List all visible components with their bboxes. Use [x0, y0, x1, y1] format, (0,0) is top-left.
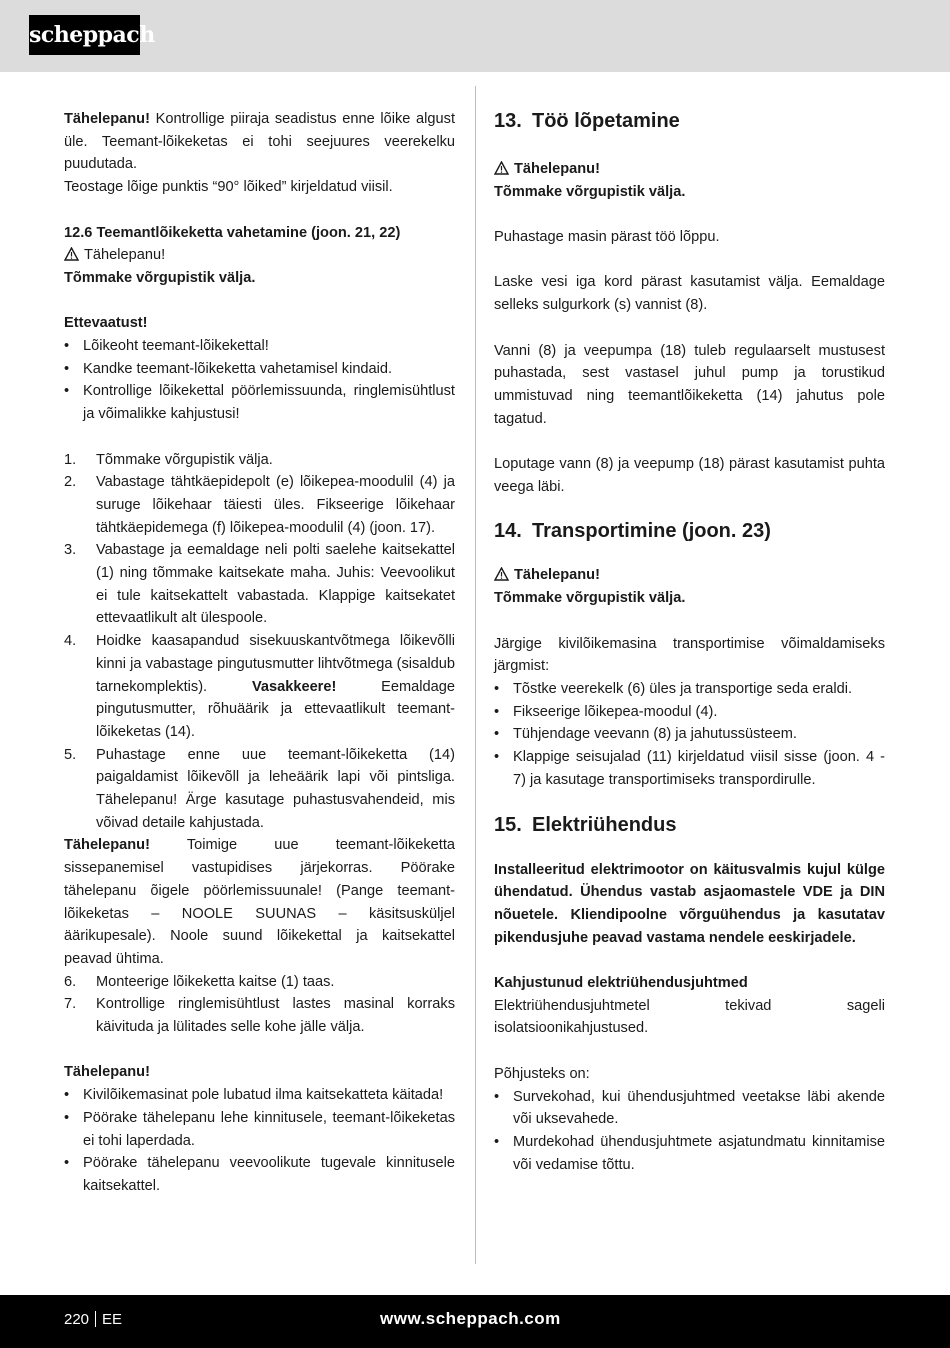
- warning-triangle-icon: [494, 564, 509, 587]
- attention-label: Tähelepanu!: [64, 111, 150, 127]
- section-title-text: Elektriühendus: [532, 813, 677, 836]
- intro-paragraph: [64, 108, 455, 176]
- step-number: 7.: [64, 996, 77, 1013]
- mounting-text: Toimige uue teemant-lõikeketta sissepanemisel vastupidises järjekorras. Pöörake tähelepanu õigele pöörlemissuunale! (Pange teemant-lõikeketas – NOOLE SUUNAS – käsitsusküljel äärikupesale). Noole suund lõikekettal ja kaitsekattel peavad ühtima.: [64, 837, 455, 967]
- step-number: 2.: [64, 474, 77, 491]
- unplug-instruction: Tõmmake võrgupistik välja.: [64, 269, 256, 286]
- list-item: [64, 539, 455, 630]
- footer-bar: [0, 1295, 950, 1348]
- steps-list-a: [64, 449, 455, 835]
- list-item: [64, 471, 455, 539]
- paragraph: Laske vesi iga kord pärast kasutamist välja. Eemaldage selleks sulgurkork (s) vannist (8).: [494, 274, 885, 314]
- list-item: • Tühjendage veevann (8) ja jahutussüsteem.: [494, 723, 885, 746]
- section-14-title: [494, 518, 885, 544]
- step-number: 4.: [64, 633, 77, 650]
- step-text: Tõmmake võrgupistik välja.: [96, 451, 273, 468]
- note-list: [64, 1084, 455, 1198]
- step-text: Eemaldage pingutusmutter, rõhuäärik ja ettevaatlikult teemant-lõikeketas (14).: [96, 678, 455, 740]
- step-number: 5.: [64, 746, 77, 763]
- page-number: 220: [64, 1311, 90, 1328]
- step-number: 6.: [64, 973, 77, 990]
- list-item: • Survekohad, kui ühendusjuhtmed veetakse läbi akende või uksevahede.: [494, 1086, 885, 1131]
- note-title: Tähelepanu!: [64, 1064, 150, 1081]
- left-column: [64, 108, 455, 1198]
- warning-label: Tähelepanu!: [514, 161, 600, 177]
- steps-list-b: [64, 971, 455, 1039]
- list-item: • Fikseerige lõikepea-moodul (4).: [494, 701, 885, 724]
- section-number: 15.: [494, 813, 522, 836]
- step-text: Hoidke kaasapandud sisekuuskantvõtmega lõikevõlli kinni ja vabastage pingutusmutter lihtvõtmega (sisaldub tarnekomplektis).: [96, 633, 455, 695]
- unplug-instruction: Tõmmake võrgupistik välja.: [494, 183, 686, 200]
- list-item: • Kandke teemant-lõikeketta vahetamisel kindaid.: [64, 358, 455, 381]
- warning-line: [494, 564, 885, 587]
- left-hand-thread-warning: Vasakkeere!: [251, 678, 337, 695]
- right-column: [494, 108, 885, 1176]
- paragraph: Elektriühendusjuhtmetel tekivad sageli isolatsioonikahjustused.: [494, 997, 885, 1037]
- warning-label: Tähelepanu!: [84, 247, 166, 264]
- list-item: [64, 630, 455, 744]
- list-item: • Lõikeoht teemant-lõikekettal!: [64, 335, 455, 358]
- caution-list: [64, 335, 455, 426]
- causes-list: [494, 1086, 885, 1177]
- list-item: • Tõstke veerekelk (6) üles ja transportige seda eraldi.: [494, 678, 885, 701]
- step-text: Kontrollige ringlemisühtlust lastes masinal korraks käivituda ja lülitades selle kohe jälle välja.: [96, 996, 455, 1036]
- mounting-note: [64, 834, 455, 970]
- list-item: [64, 971, 455, 994]
- list-item: • Pöörake tähelepanu lehe kinnitusele, teemant-lõikeketas ei tohi laperdada.: [64, 1107, 455, 1152]
- separator: [95, 1311, 96, 1327]
- list-item: • Murdekohad ühendusjuhtmete asjatundmatu kinnitamise või vedamise tõttu.: [494, 1131, 885, 1176]
- list-item: [64, 993, 455, 1038]
- header-bar: [0, 0, 950, 72]
- section-number: 14.: [494, 520, 522, 543]
- paragraph: Loputage vann (8) ja veepump (18) pärast kasutamist puhta veega läbi.: [494, 456, 885, 495]
- list-item: [64, 449, 455, 472]
- paragraph: Järgige kivilõikemasina transportimise võimaldamiseks järgmist:: [494, 635, 885, 675]
- warning-triangle-icon: [494, 158, 509, 181]
- list-item: • Kivilõikemasinat pole lubatud ilma kaitsekatteta käitada!: [64, 1084, 455, 1107]
- paragraph: Installeeritud elektrimootor on käitusvalmis kujul külge ühendatud. Ühendus vastab asjaomastele VDE ja DIN nõuetele. Kliendipoolne võrguühendus ja kasutatav pikendusjuhe peavad vastama nendele eeskirjadele.: [494, 861, 885, 946]
- unplug-instruction: Tõmmake võrgupistik välja.: [494, 590, 686, 607]
- section-12-6-title: 12.6 Teemantlõikeketta vahetamine (joon. 21, 22): [64, 224, 401, 241]
- column-divider: [475, 86, 476, 1264]
- step-text: Puhastage enne uue teemant-lõikeketta (14) paigaldamist lõikevõll ja leheäärik lapi või pintsliga. Tähelepanu! Ärge kasutage puhastusvahendeid, mis võivad detaile kahjustada.: [96, 746, 455, 831]
- warning-line: [494, 158, 885, 181]
- scheppach-logo: scheppach: [29, 15, 140, 55]
- transport-list: [494, 678, 885, 792]
- list-item: • Klappige seisujalad (11) kirjeldatud viisil sisse (joon. 4 - 7) ja kasutage transportimiseks transpordirulle.: [494, 746, 885, 791]
- language-code: EE: [102, 1311, 123, 1328]
- section-13-title: [494, 108, 885, 134]
- list-item: • Kontrollige lõikekettal pöörlemissuunda, ringlemisühtlust ja võimalikke kahjustusi!: [64, 380, 455, 425]
- paragraph: Puhastage masin pärast töö lõppu.: [494, 229, 720, 246]
- caution-title: Ettevaatust!: [64, 315, 148, 332]
- list-item: • Pöörake tähelepanu veevoolikute tugevale kinnitusele kaitsekattel.: [64, 1152, 455, 1197]
- section-15-title: [494, 812, 885, 838]
- paragraph: Põhjusteks on:: [494, 1065, 590, 1082]
- attention-label: Tähelepanu!: [64, 837, 150, 854]
- section-number: 13.: [494, 110, 522, 132]
- page-indicator: [64, 1309, 122, 1331]
- section-title-text: Transportimine (joon. 23): [532, 520, 771, 543]
- list-item: [64, 744, 455, 835]
- website-link[interactable]: www.scheppach.com: [380, 1309, 561, 1328]
- step-text: Vabastage ja eemaldage neli polti saelehe kaitsekattel (1) ning tõmmake kaitsekate maha. Juhis: Veevoolikut ei tule kaitsekattelt vabastada. Klappige kaitsekatet ettevaatlikult alt ülespoole.: [96, 542, 455, 627]
- section-title-text: Töö lõpetamine: [532, 110, 680, 132]
- warning-label: Tähelepanu!: [514, 567, 600, 584]
- warning-line: [64, 244, 455, 267]
- warning-triangle-icon: [64, 244, 79, 267]
- step-number: 1.: [64, 451, 77, 468]
- step-text: Vabastage tähtkäepidepolt (e) lõikepea-moodulil (4) ja suruge lõikehaar täiesti üles. Fikseerige lõikehaar tähtkäepidemega (f) lõikepea-moodulil (4) (joon. 17).: [96, 474, 455, 536]
- intro-text: Kontrollige piiraja seadistus enne lõike algust üle. Teemant-lõikeketas ei tohi seejuures veerekelku puudutada.: [64, 111, 455, 173]
- step-number: 3.: [64, 542, 77, 559]
- paragraph: Vanni (8) ja veepumpa (18) tuleb regulaarselt mustusest puhastada, sest vastasel juhul pump ja torustikud ummistuvad ning teemantlõikeketta (14) jahutus pole tagatud.: [494, 342, 885, 427]
- subsection-title: Kahjustunud elektriühendusjuhtmed: [494, 975, 748, 991]
- step-text: Monteerige lõikeketta kaitse (1) taas.: [96, 973, 335, 990]
- cut-instruction: Teostage lõige punktis “90° lõiked” kirjeldatud viisil.: [64, 179, 393, 196]
